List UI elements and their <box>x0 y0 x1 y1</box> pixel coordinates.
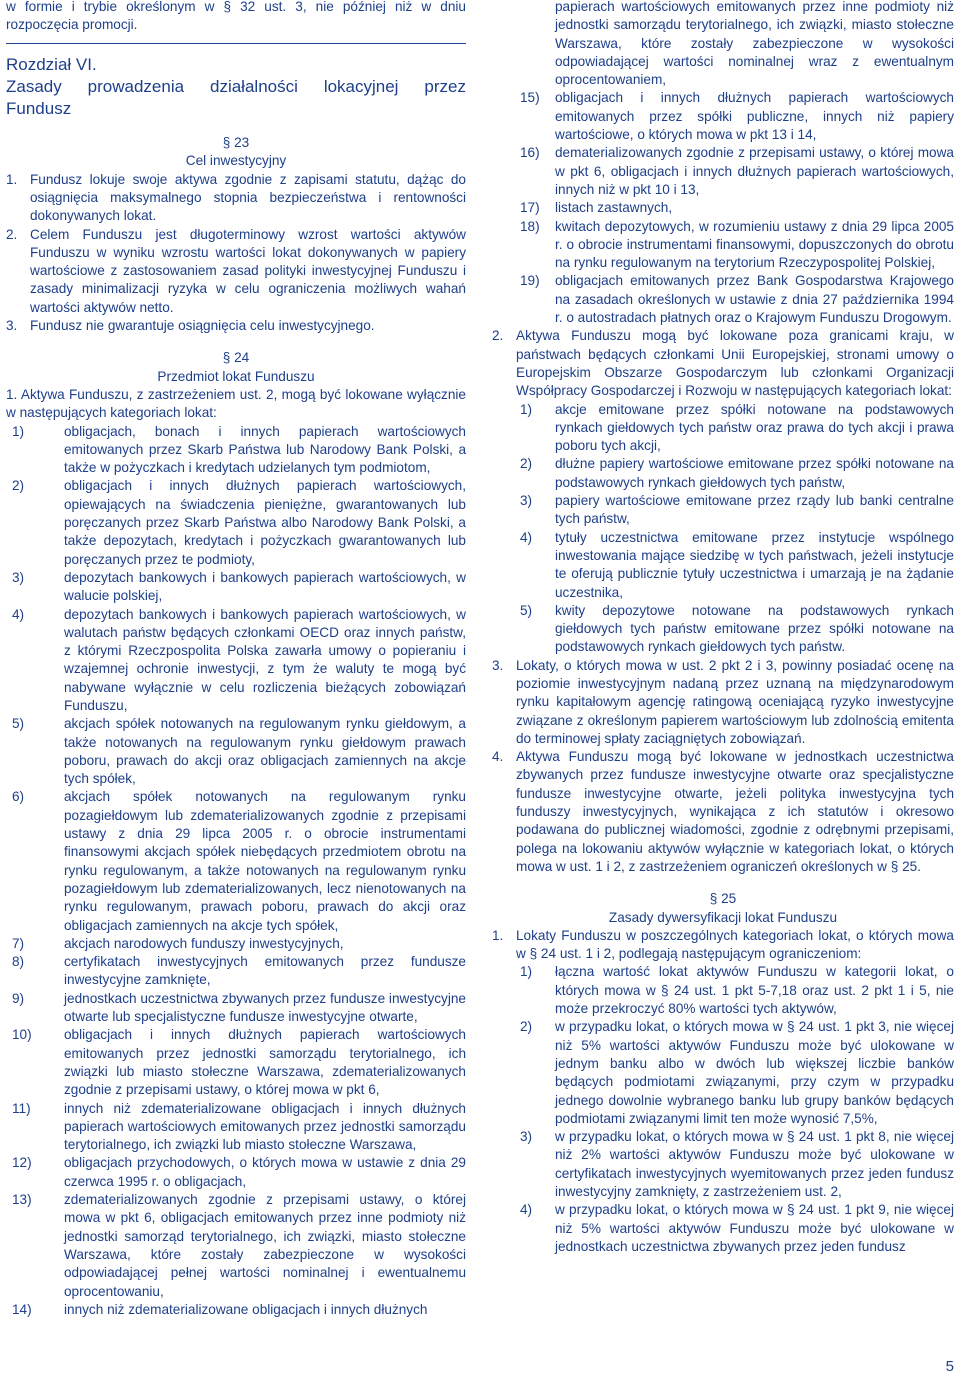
chapter-label: Rozdział VI. <box>6 55 97 75</box>
list-item <box>6 423 466 478</box>
section-23-heading: § 23 <box>222 135 250 151</box>
list-item <box>492 1128 954 1201</box>
item-number: 4) <box>12 606 25 622</box>
chapter-title-word: przez <box>424 77 466 97</box>
item-text: akcjach spółek notowanych na regulowanym rynku giełdowym, a także notowanych na regulowanym rynku giełdowym prawach poboru, prawach do akcji oraz obligacjach zamiennych na akcje tych spółek, <box>64 716 466 787</box>
item-text: zdematerializowanych zgodnie z przepisami ustawy, o której mowa w pkt 6, obligacjach emitowanych przez inne podmioty niż jednostki samorząd terytorialnego, ich związki, miasto stołeczne Warszawa, które zostały zabezpieczone w wysokości odpowiadającej pełnej wartości nominalnej i ewentualnemu oprocentowaniu, <box>64 1192 466 1299</box>
item-text: Lokaty Funduszu w poszczególnych kategoriach lokat, o których mowa w § 24 ust. 1 i 2, podlegają następującym ograniczeniom: <box>516 927 954 962</box>
list-item <box>492 455 954 492</box>
list-item <box>492 963 954 1018</box>
item-text: jednostkach uczestnictwa zbywanych przez fundusze inwestycyjne otwarte lub specjalistyczne fundusze inwestycyjne otwarte, <box>64 990 466 1025</box>
item-text: Fundusz nie gwarantuje osiągnięcia celu inwestycyjnego. <box>30 318 375 334</box>
section-24-paragraph-2 <box>492 327 954 400</box>
item-text: listach zastawnych, <box>555 200 673 216</box>
list-item <box>6 990 466 1027</box>
list-item <box>492 529 954 602</box>
chapter-title <box>6 76 466 98</box>
item-number: 3. <box>6 318 18 334</box>
item-text: dematerializowanych zgodnie z przepisami ustawy, o której mowa w pkt 6, obligacjach i innych dłużnych papierach wartościowych, innych niż w pkt 10 i 13, <box>555 145 954 197</box>
item-text: tytuły uczestnictwa emitowane przez instytucje wspólnego inwestowania mające siedzibę w tych państwach, jeżeli instytucje te oferują publicznie tytuły uczestnictwa i umarzają je na żądanie uczestnika, <box>555 529 954 600</box>
item-number: 2) <box>520 1019 533 1035</box>
list-item <box>6 1100 466 1155</box>
numbered-paragraph <box>492 927 954 964</box>
intro-text: w formie i trybie określonym w § 32 ust. 3, nie później niż w dniu rozpoczęcia promocji. <box>6 0 466 33</box>
section-24-paragraph-4 <box>492 748 954 876</box>
item-text: Lokaty, o których mowa w ust. 2 pkt 2 i 3, powinny posiadać ocenę na poziomie inwestycyjnym nadaną przez uznaną na międzynarodowym rynku kapitałowym agencję ratingową oceniającą ryzyko inwestycyjne związane z określonym papierem wartościowym lub zdolnością emitenta do terminowej spłaty zaciągniętych zobowiązań. <box>516 657 954 746</box>
list-item <box>492 218 954 273</box>
section-symbol: § <box>709 891 722 907</box>
item-text: kwitach depozytowych, w rozumieniu ustawy z dnia 29 lipca 2005 r. o obrocie instrumentami finansowymi, dopuszczonych do obrotu na rynku regulowanym na terytorium Rzeczypospolitej Polskiej, <box>555 218 954 271</box>
item-text: kwity depozytowe notowane na podstawowych rynkach giełdowych tych państw emitowane przez spółki notowane na podstawowych rynkach giełdowych tych państw. <box>555 602 954 655</box>
item-text: obligacjach przychodowych, o których mowa w ustawie z dnia 29 czerwca 1995 r. o obligacjach, <box>64 1155 466 1189</box>
item-number: 14) <box>12 1301 32 1317</box>
chapter-title-word: działalności <box>210 77 298 97</box>
section-25-list <box>492 963 954 1256</box>
item-number: 3. <box>492 657 504 673</box>
item-text: obligacjach i innych dłużnych papierach wartościowych, opiewających na świadczenia pieniężne, gwarantowanych lub poręczanych przez Skarb Państwa albo Narodowy Bank Polski, a także depozytach, kredytach i pożyczkach gwarantowanych lub poręczanych przez te podmioty, <box>64 478 466 567</box>
right-column <box>492 0 954 1256</box>
item-text: akcjach spółek notowanych na regulowanym rynku pozagiełdowym lub zdematerializowanych zgodnie z przepisami ustawy z dnia 29 lipca 2005 r. o obrocie instrumentami finansowymi akcjach spółek niebędących przedmiotem obrotu na rynku regulowanym, a także notowanych na regulowanym rynku pozagiełdowym lub zdematerializowanych, lecz nienotowanych na rynku regulowanym, prawach poboru, prawach do akcji oraz obligacjach zamiennych na akcje tych spółek, <box>64 789 466 933</box>
list-item <box>6 477 466 568</box>
item-number: 8) <box>12 954 25 970</box>
item-text: dłużne papiery wartościowe emitowane przez spółki notowane na podstawowych rynkach giełdowych tych państw, <box>555 456 954 490</box>
item-text: Fundusz lokuje swoje aktywa zgodnie z zapisami statutu, dążąc do osiągnięcia maksymalnego stopnia bezpieczeństwa i rentowności dokonywanych lokat. <box>30 171 466 224</box>
item-number: 4) <box>520 529 533 545</box>
item-number: 9) <box>12 990 25 1006</box>
item-text: w przypadku lokat, o których mowa w § 24 ust. 1 pkt 9, nie więcej niż 5% wartości aktywów Funduszu może być ulokowane w jednostkach uczestnictwa zbywanych przez jeden fundusz <box>555 1202 954 1254</box>
item-text: papiery wartościowe emitowane przez rządy lub banki centralne tych państw, <box>555 493 954 527</box>
section-symbol: § <box>222 135 235 151</box>
item-number: 2. <box>492 328 504 344</box>
numbered-paragraph <box>6 226 466 317</box>
section-25-heading: § 25 <box>709 891 737 907</box>
item-number: 11) <box>12 1100 31 1116</box>
list-item <box>6 935 466 953</box>
section-25-paragraph-1 <box>492 927 954 964</box>
list-item <box>6 606 466 716</box>
item-text: obligacjach i innych dłużnych papierach wartościowych emitowanych przez spółki publiczne, innych niż papiery wartościowe, o których mowa w pkt 13 i 14, <box>555 90 954 143</box>
item-text: innych niż zdematerializowane obligacjach i innych dłużnych <box>64 1301 428 1317</box>
chapter-divider <box>6 43 466 45</box>
item-text: obligacjach i innych dłużnych papierach wartościowych emitowanych przez jednostki samorządu terytorialnego, ich związki lub miasto stołeczne Warszawa, zdematerializowanych zgodnie z przepisami ustawy, o której mowa w pkt 6, <box>64 1027 466 1098</box>
chapter-title-word: prowadzenia <box>87 77 185 97</box>
item-number: 12) <box>12 1155 32 1171</box>
item-number: 3) <box>12 569 25 585</box>
item-number: 3) <box>520 1129 533 1145</box>
item-number: 10) <box>12 1027 32 1043</box>
item-text: w przypadku lokat, o których mowa w § 24 ust. 1 pkt 8, nie więcej niż 2% wartości aktywów Funduszu może być ulokowane w certyfikatach inwestycyjnych wyemitowanych przez jeden fundusz inwestycyjny zamknięty, z zastrzeżeniem ust. 2, <box>555 1129 954 1199</box>
item-number: 3) <box>520 493 533 509</box>
item-number: 7) <box>12 935 25 951</box>
item-number: 13) <box>12 1192 32 1208</box>
chapter-title-word: Zasady <box>6 77 62 97</box>
numbered-paragraph <box>492 657 954 748</box>
item-text: Aktywa Funduszu mogą być lokowane w jednostkach uczestnictwa zbywanych przez fundusze inwestycyjne otwarte oraz specjalistyczne fundusze inwestycyjne otwarte, jeżeli polityka inwestycyjna tych funduszy inwestycyjnych, wynikająca z ich statutów i okresowo podawana do publicznej wiadomości, zgodnie z odrębnymi przepisami, polega na lokowaniu aktywów wyłącznie w kategoriach lokat, o których mowa w ust. 1 i 2, z zastrzeżeniem ograniczeń określonych w § 25. <box>516 749 954 874</box>
item-number: 4. <box>492 749 504 765</box>
list-item <box>492 144 954 199</box>
item-number: 1. <box>492 927 504 943</box>
item-text: Aktywa Funduszu mogą być lokowane poza granicami kraju, w państwach będących członkami Unii Europejskiej, stronami umowy o Europejskim Obszarze Gospodarczym lub członkami Organizacji Współpracy Gospodarczej i Rozwoju w następujących kategoriach lokat: <box>516 328 954 399</box>
list-item <box>6 1301 466 1319</box>
list-item <box>492 401 954 456</box>
item-number: 1) <box>520 964 533 980</box>
item-text: obligacjach, bonach i innych papierach wartościowych emitowanych przez Skarb Państwa lub Narodowy Bank Polski, a także w pożyczkach i kredytach udzielanych tym podmiotom, <box>64 423 466 476</box>
item-number: 19) <box>520 273 540 289</box>
list-item <box>492 1201 954 1256</box>
item-number: 2) <box>12 478 25 494</box>
item-number: 5) <box>520 602 533 618</box>
numbered-paragraph <box>6 171 466 226</box>
section-symbol: § <box>222 350 235 366</box>
section-24-paragraph-1: 1. Aktywa Funduszu, z zastrzeżeniem ust. 2, mogą być lokowane wyłącznie w następujących kategoriach lokat: <box>6 386 466 421</box>
chapter-title-word: lokacyjnej <box>323 77 399 97</box>
section-23-list <box>6 171 466 336</box>
list-item <box>492 199 954 217</box>
item-text: akcjach narodowych funduszy inwestycyjnych, <box>64 935 344 951</box>
section-24-heading: § 24 <box>222 350 250 366</box>
section-24-list-continued <box>492 89 954 327</box>
section-24-paragraph-3 <box>492 657 954 748</box>
item-text: obligacjach emitowanych przez Bank Gospodarstwa Krajowego na zasadach określonych w ustawie z dnia 27 października 1994 r. o autostradach płatnych oraz o Krajowym Funduszu Drogowym. <box>555 273 954 326</box>
list-item <box>492 1018 954 1128</box>
section-24-title: Przedmiot lokat Funduszu <box>157 368 315 384</box>
item-number: 2. <box>6 226 18 242</box>
list-item <box>6 1154 466 1191</box>
item-text: depozytach bankowych i bankowych papierach wartościowych, w walucie polskiej, <box>64 569 466 604</box>
list-item <box>6 953 466 990</box>
numbered-paragraph <box>6 317 466 335</box>
section-24-paragraph-2-list <box>492 401 954 657</box>
section-25-title: Zasady dywersyfikacji lokat Funduszu <box>608 909 838 925</box>
section-24-list <box>6 423 466 1320</box>
item-text: Celem Funduszu jest długoterminowy wzrost wartości aktywów Funduszu w wyniku wzrostu wartości lokat dokonywanych w papiery wartościowe z zastosowaniem zasad polityki inwestycyjnej Funduszu i zasady minimalizacji ryzyka w celu ograniczenia możliwych wahań wartości aktywów netto. <box>30 226 466 315</box>
numbered-paragraph <box>492 327 954 400</box>
item-number: 2) <box>520 456 533 472</box>
item-number: 6) <box>12 789 25 805</box>
item-text: akcje emitowane przez spółki notowane na podstawowych rynkach giełdowych tych państw oraz prawa do tych akcji i prawa poboru tych akcji, <box>555 401 954 454</box>
chapter-title-last: Fundusz <box>6 99 72 119</box>
list-item <box>492 602 954 657</box>
item-text: certyfikatach inwestycyjnych emitowanych przez fundusze inwestycyjne zamknięte, <box>64 954 466 988</box>
list-item <box>6 1026 466 1099</box>
item-14-continuation: papierach wartościowych emitowanych przez inne podmioty niż jednostki samorządu terytorialnego, ich związki, miasto stołeczne Warszawa, które zostały zabezpieczone w wysokości odpowiadającej wartości nominalnej wraz z ewentualnym oprocentowaniem, <box>555 0 954 88</box>
item-number: 5) <box>12 716 25 732</box>
item-text: innych niż zdematerializowane obligacjach i innych dłużnych papierach wartościowych emitowanych przez jednostki samorządu terytorialnego, ich związki lub miasto stołeczne Warszawa, <box>64 1100 466 1153</box>
list-item <box>492 89 954 144</box>
list-item <box>6 788 466 934</box>
page-number: 5 <box>945 1358 954 1375</box>
item-text: łączna wartość lokat aktywów Funduszu w kategorii lokat, o których mowa w § 24 ust. 1 pkt 5-7,18 oraz ust. 2 pkt 1 i 5, nie może przekroczyć 80% wartości tych aktywów, <box>555 964 954 1017</box>
item-number: 17) <box>520 200 540 216</box>
left-column <box>6 0 466 1319</box>
numbered-paragraph <box>492 748 954 876</box>
item-number: 1) <box>12 423 25 439</box>
item-text: w przypadku lokat, o których mowa w § 24 ust. 1 pkt 3, nie więcej niż 5% wartości aktywów Funduszu może być ulokowane w jednym banku albo w dwóch lub większej liczbie banków będących podmiotami związanymi, przy czym w przypadku jednego dowolnie wybranego banku lub grupy banków będących podmiotami związanymi limit ten może wynosić 7,5%, <box>555 1019 954 1126</box>
list-item <box>6 1191 466 1301</box>
section-23-title: Cel inwestycyjny <box>185 153 287 169</box>
list-item <box>6 569 466 606</box>
item-number: 16) <box>520 145 540 161</box>
list-item <box>492 492 954 529</box>
list-item <box>492 272 954 327</box>
item-number: 18) <box>520 218 540 234</box>
list-item <box>6 715 466 788</box>
item-number: 15) <box>520 90 540 106</box>
item-number: 1. <box>6 171 18 187</box>
item-number: 4) <box>520 1202 533 1218</box>
item-number: 1) <box>520 401 533 417</box>
item-text: depozytach bankowych i bankowych papierach wartościowych, w walutach państw będących członkami OECD oraz innych państw, z którymi Rzeczpospolita Polska zawarła umowy o popieraniu i wzajemnej ochronie inwestycji, z tym że waluty te mogą być nabywane wyłącznie w celu rozliczenia bieżących zobowiązań Funduszu, <box>64 606 466 713</box>
